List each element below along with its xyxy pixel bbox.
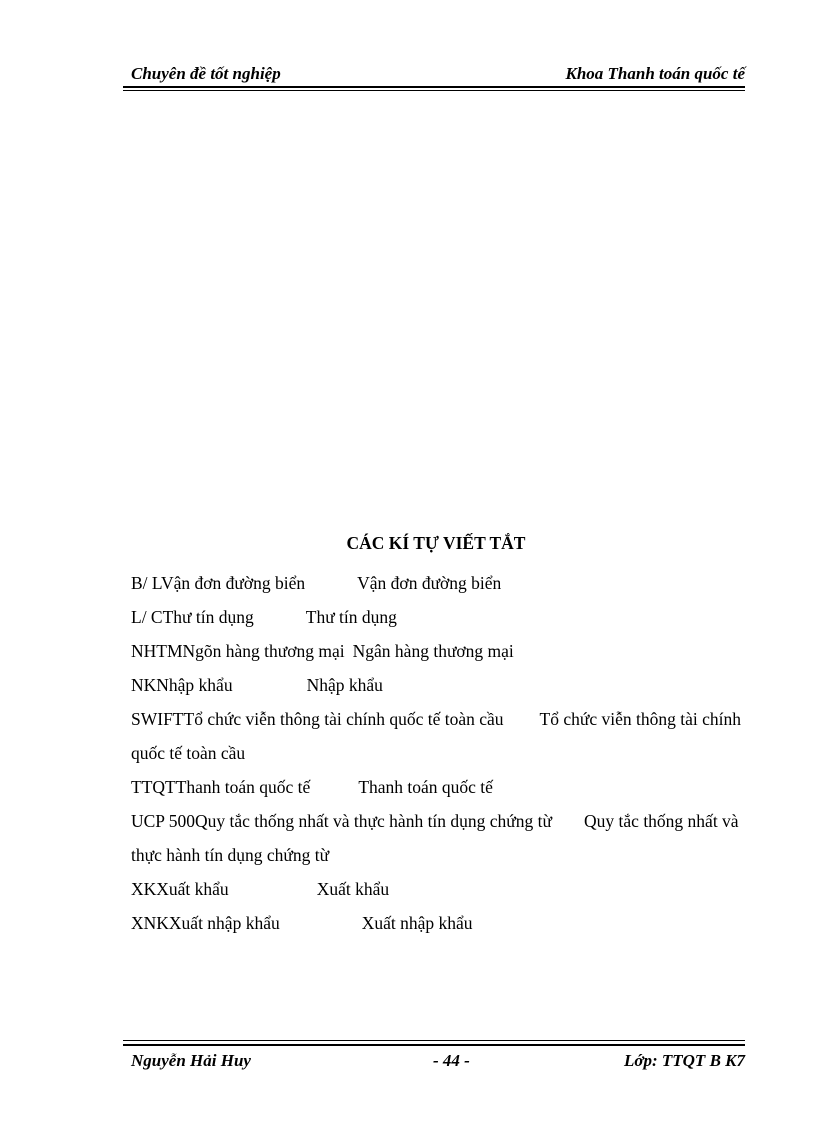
abbreviation-section xyxy=(131,530,741,940)
abbreviation-line: L/ CThư tín dụng xyxy=(131,607,254,627)
footer-author: Nguyễn Hải Huy xyxy=(131,1051,251,1070)
page-header xyxy=(123,64,745,88)
abbreviation-line: XKXuất khẩu xyxy=(131,879,229,899)
abbreviation-meaning: Tổ chức viễn thông tài chính quốc tế toàn cầu xyxy=(131,709,741,763)
header-rule-thin xyxy=(123,90,745,91)
abbreviation-line: XNKXuất nhập khẩu xyxy=(131,913,280,933)
abbreviation-meaning: Xuất khẩu xyxy=(316,879,390,899)
abbreviation-item xyxy=(131,566,741,600)
abbreviation-meaning: Vận đơn đường biển xyxy=(357,573,502,593)
footer-page-number: - 44 - xyxy=(433,1051,470,1070)
footer-class: Lớp: TTQT B K7 xyxy=(623,1051,745,1070)
abbreviation-line: B/ LVận đơn đường biển xyxy=(131,573,306,593)
abbreviation-line: NHTMNgõn hàng thương mại xyxy=(131,641,345,661)
abbreviation-line: SWIFTTổ chức viễn thông tài chính quốc tế toàn cầu xyxy=(131,709,504,729)
abbreviation-meaning: Ngân hàng thương mại xyxy=(352,641,514,661)
page-footer xyxy=(123,1037,745,1073)
abbreviation-line: UCP 500Quy tắc thống nhất và thực hành tín dụng chứng từ xyxy=(131,811,553,831)
abbreviation-meaning: Quy tắc thống nhất và thực hành tín dụng chứng từ xyxy=(131,811,739,865)
abbreviation-meaning: Xuất nhập khẩu xyxy=(361,913,473,933)
abbreviation-meaning: Thanh toán quốc tế xyxy=(358,777,493,797)
abbreviation-item xyxy=(131,770,741,804)
abbreviation-item xyxy=(131,634,741,668)
abbreviation-item xyxy=(131,600,741,634)
section-title: CÁC KÍ TỰ VIẾT TẮT xyxy=(346,533,526,553)
header-department: Khoa Thanh toán quốc tế xyxy=(565,64,745,83)
abbreviation-item xyxy=(131,804,741,872)
abbreviation-item xyxy=(131,702,741,770)
abbreviation-item xyxy=(131,872,741,906)
abbreviation-meaning: Nhập khẩu xyxy=(306,675,383,695)
abbreviation-line: TTQTThanh toán quốc tế xyxy=(131,777,311,797)
abbreviation-item xyxy=(131,668,741,702)
abbreviation-line: NKNhập khẩu xyxy=(131,675,233,695)
footer-rule-double xyxy=(123,1044,745,1046)
abbreviation-item xyxy=(131,906,741,940)
header-document-type: Chuyên đề tốt nghiệp xyxy=(131,64,281,83)
footer-rule xyxy=(123,1040,745,1041)
header-rule xyxy=(123,86,745,88)
abbreviation-meaning: Thư tín dụng xyxy=(305,607,397,627)
